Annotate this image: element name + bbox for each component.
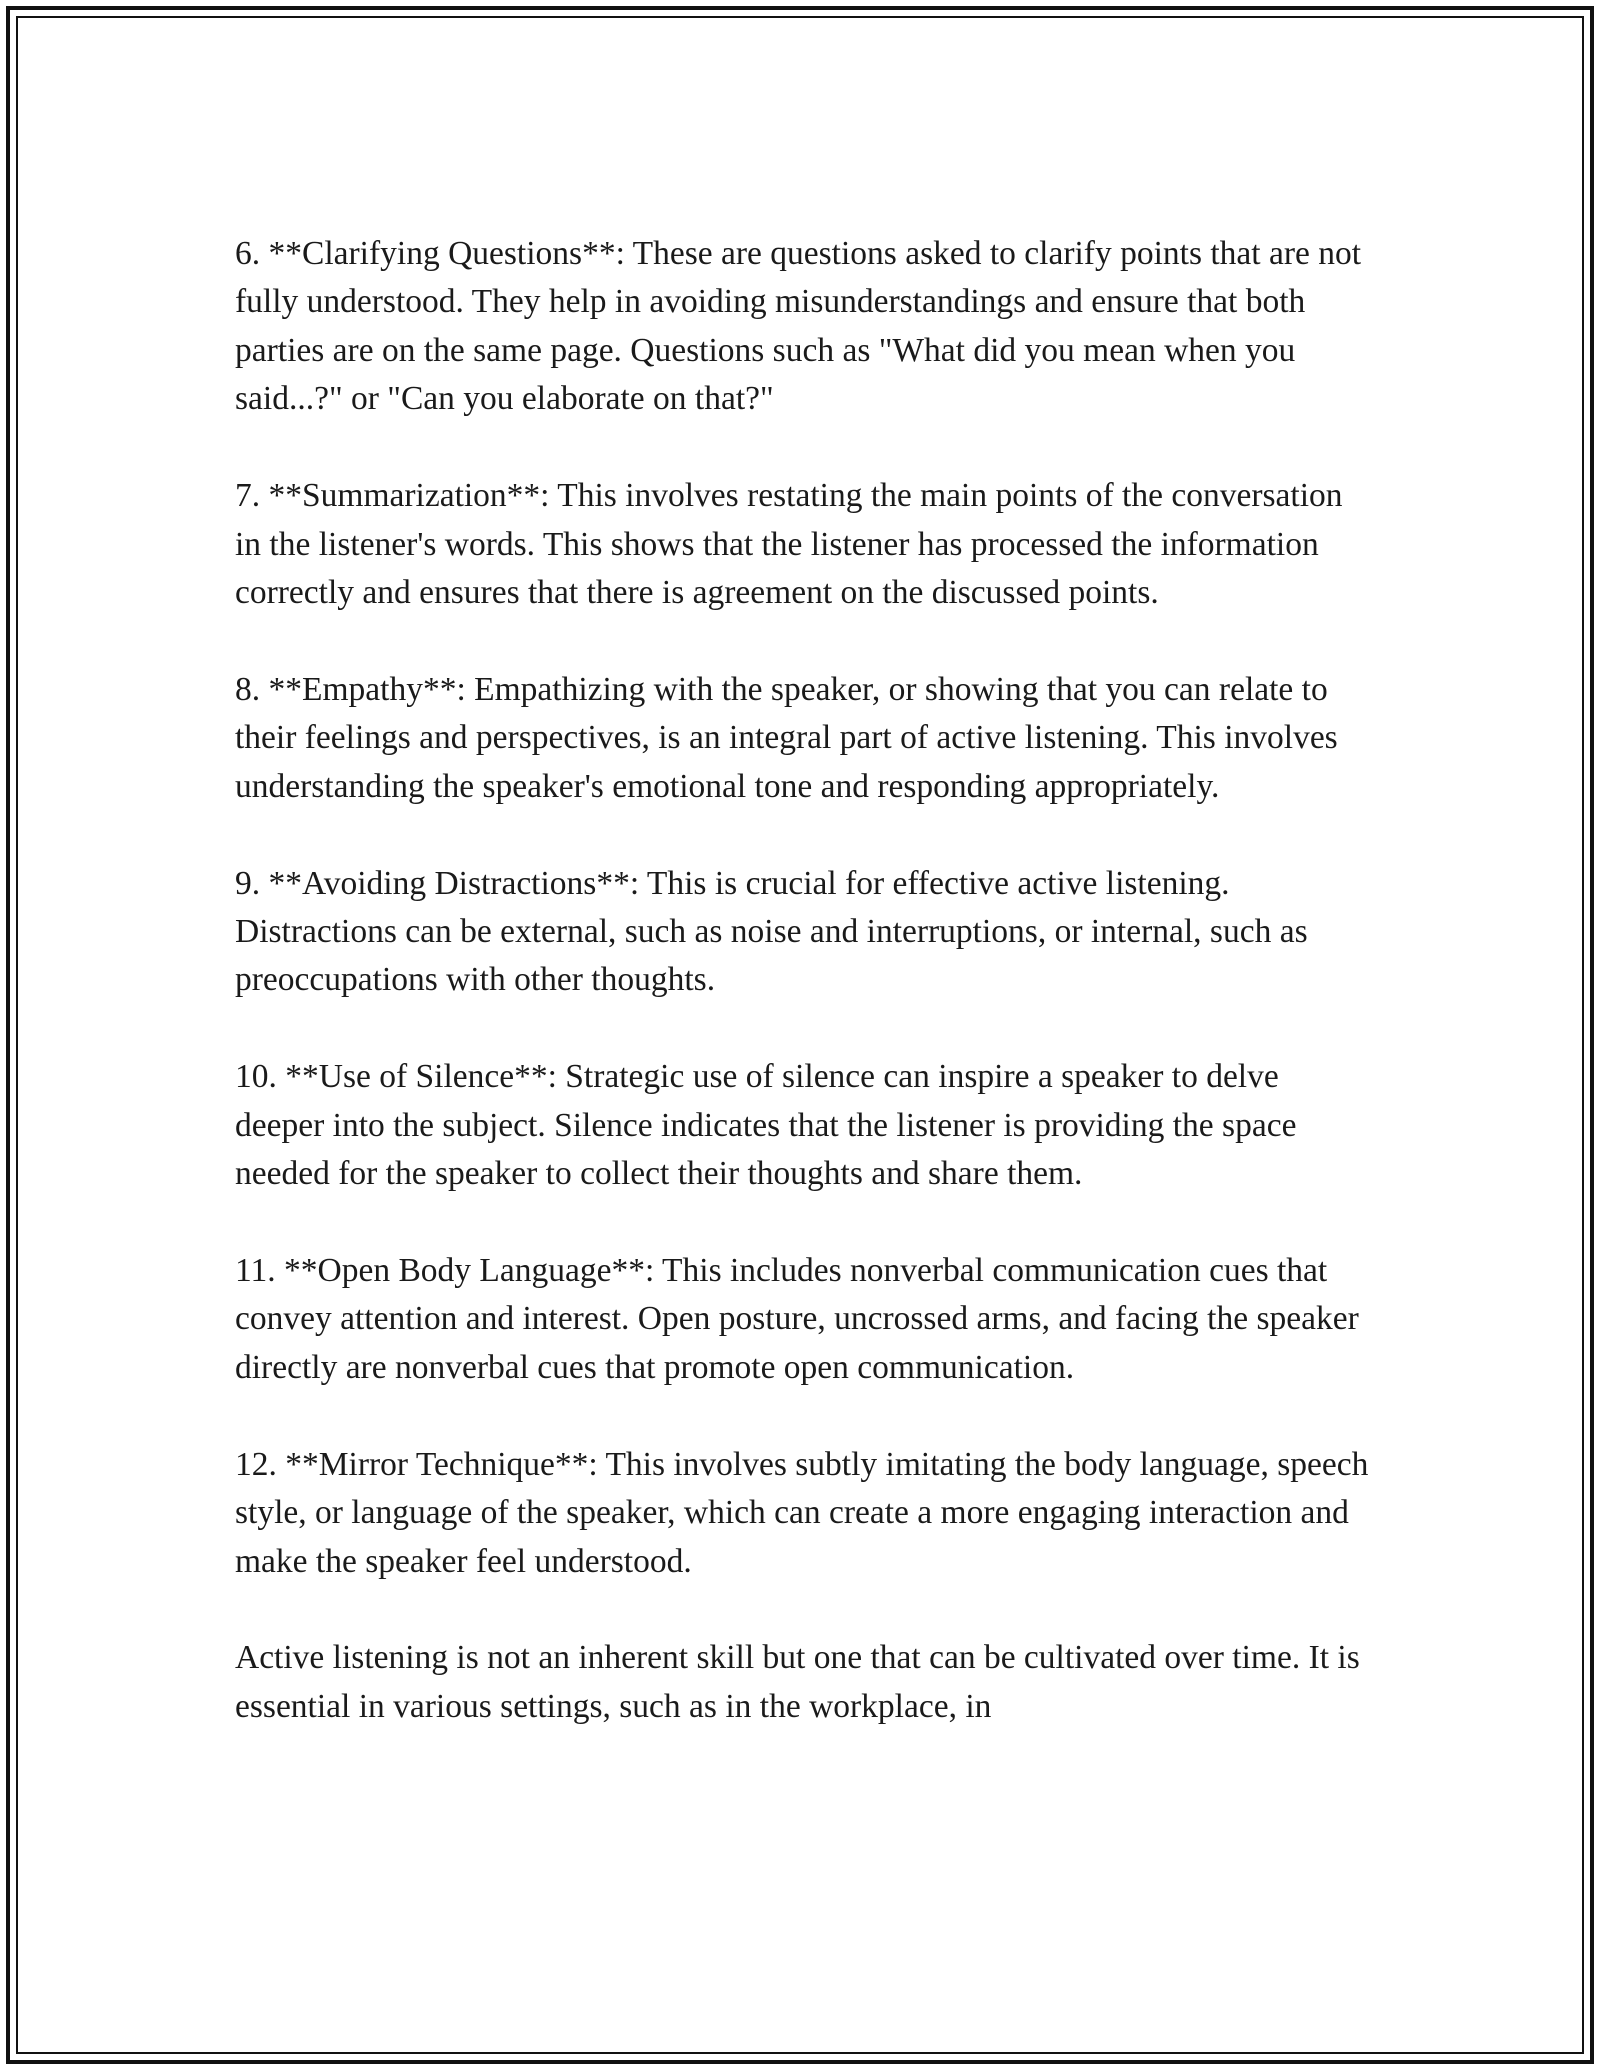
paragraph-summarization: 7. **Summarization**: This involves restating the main points of the conversation in the listener's words. This shows that the listener has processed the information correctly and ensures that there is agreement on the discussed points. <box>235 477 1343 611</box>
paragraph-mirror-technique: 12. **Mirror Technique**: This involves subtly imitating the body language, speech style, or language of the speaker, which can create a more engaging interaction and make the speaker feel understood. <box>235 1445 1369 1580</box>
paragraph-empathy: 8. **Empathy**: Empathizing with the speaker, or showing that you can relate to their feelings and perspectives, is an integral part of active listening. This involves understanding the speaker's emotional tone and responding appropriately. <box>235 670 1338 805</box>
paragraph-use-of-silence: 10. **Use of Silence**: Strategic use of silence can inspire a speaker to delve deeper into the subject. Silence indicates that the listener is providing the space needed for the speaker to collect their thoughts and share them. <box>235 1058 1297 1193</box>
paragraph-avoiding-distractions: 9. **Avoiding Distractions**: This is crucial for effective active listening. Distractions can be external, such as noise and interruptions, or internal, such as preoccupations with other thoughts. <box>235 864 1308 999</box>
document-body <box>235 230 1375 1731</box>
paragraph-conclusion: Active listening is not an inherent skill but one that can be cultivated over time. It is essential in various settings, such as in the workplace, in <box>235 1639 1360 1725</box>
paragraph-open-body-language: 11. **Open Body Language**: This includes nonverbal communication cues that convey attention and interest. Open posture, uncrossed arms, and facing the speaker directly are nonverbal cues that promote open communication. <box>235 1252 1359 1386</box>
paragraph-clarifying-questions: 6. **Clarifying Questions**: These are questions asked to clarify points that are not fully understood. They help in avoiding misunderstandings and ensure that both parties are on the same page. Questions such as "What did you mean when you said...?" or "Can you elaborate on that?" <box>235 235 1362 418</box>
